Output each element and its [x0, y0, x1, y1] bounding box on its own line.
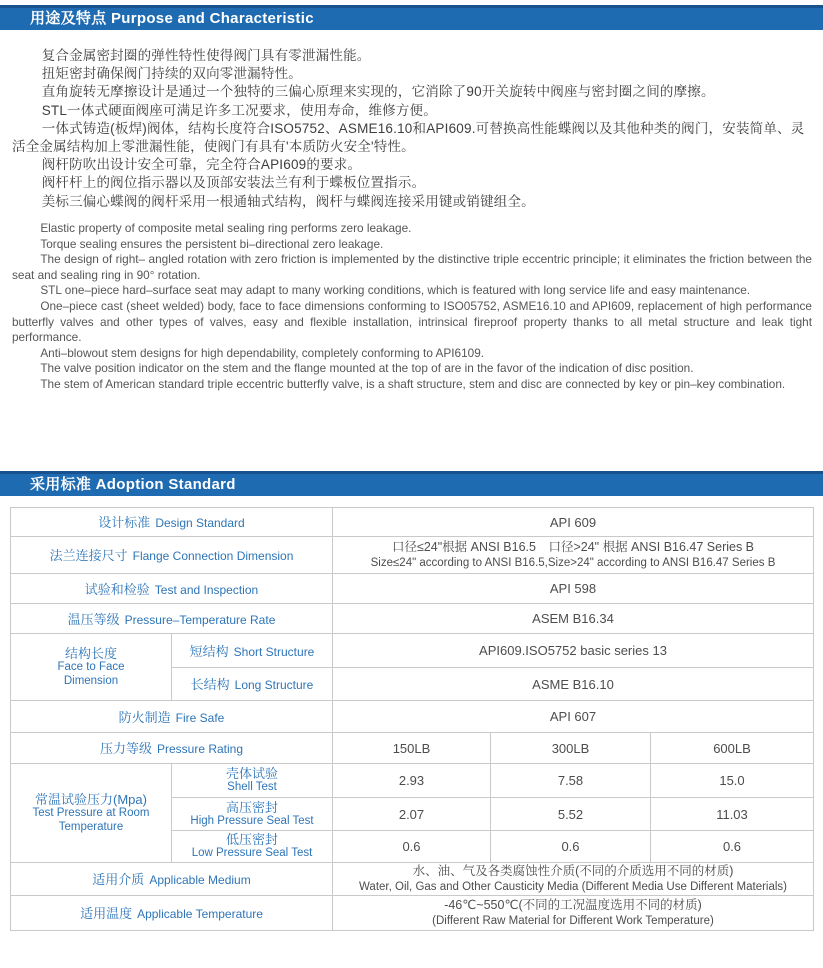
label-flange-connection: 法兰连接尺寸 Flange Connection Dimension: [11, 537, 333, 574]
row-applicable-temperature: [11, 896, 814, 931]
section-title-adoption: 采用标准 Adoption Standard: [30, 476, 236, 493]
section-title-purpose: 用途及特点 Purpose and Characteristic: [30, 10, 314, 27]
value-shell-test-300: 7.58: [491, 764, 651, 798]
row-applicable-medium: [11, 863, 814, 896]
en-paragraph: One–piece cast (sheet welded) body, face to face dimensions conforming to ISO05752, ASME16.10 and API609, replacement of high performance butterfly valves and other types of valves, easy and flexible installation, intrinsical fireproof property thanks to all metal structure and leak tight performance.: [12, 298, 812, 345]
value-high-seal-150: 2.07: [333, 798, 491, 831]
purpose-english-paragraphs: [12, 221, 812, 393]
cn-paragraph: 扭矩密封确保阀门持续的双向零泄漏特性。: [41, 66, 302, 82]
purpose-chinese-paragraphs: [12, 47, 812, 211]
row-fire-safe: [11, 701, 814, 733]
value-fire-safe: API 607: [333, 701, 814, 733]
value-long-structure: ASME B16.10: [333, 668, 814, 701]
row-pressure-temperature: [11, 604, 814, 634]
label-applicable-medium: 适用介质 Applicable Medium: [11, 863, 333, 896]
label-pressure-temperature: 温压等级 Pressure–Temperature Rate: [11, 604, 333, 634]
row-test-inspection: [11, 574, 814, 604]
value-pressure-rating-600: 600LB: [651, 733, 814, 764]
value-short-structure: API609.ISO5752 basic series 13: [333, 634, 814, 668]
en-paragraph: Elastic property of composite metal sealing ring performs zero leakage.: [40, 221, 412, 235]
value-high-seal-300: 5.52: [491, 798, 651, 831]
en-paragraph: The stem of American standard triple eccentric butterfly valve, is a shaft structure, stem and disc are connected by key or pin–key combination.: [40, 376, 786, 391]
adoption-standard-table: [10, 507, 814, 931]
cn-paragraph: 一体式铸造(板焊)阀体，结构长度符合ISO5752、ASME16.10和API609.可替换高性能蝶阀以及其他种类的阀门，安装简单、灵活全金属结构加上零泄漏性能，使阀门有具有'本质防火安全'特性。: [12, 120, 805, 155]
value-design-standard: API 609: [333, 508, 814, 537]
cn-paragraph: 复合金属密封圈的弹性特性使得阀门具有零泄漏性能。: [41, 48, 371, 63]
label-pressure-rating: 压力等级 Pressure Rating: [11, 733, 333, 764]
row-design-standard: [11, 508, 814, 537]
label-test-pressure: 常温试验压力(Mpa) Test Pressure at Room Temperature: [11, 764, 172, 863]
value-shell-test-150: 2.93: [333, 764, 491, 798]
value-test-inspection: API 598: [333, 574, 814, 604]
en-paragraph: Torque sealing ensures the persistent bi–directional zero leakage.: [40, 236, 384, 251]
en-paragraph: STL one–piece hard–surface seat may adapt to many working conditions, which is featured with long service life and easy maintenance.: [40, 283, 751, 298]
cn-paragraph: 阀杆杆上的阀位指示器以及顶部安装法兰有利于蝶板位置指示。: [41, 175, 426, 191]
label-short-structure: 短结构 Short Structure: [172, 634, 333, 668]
section-header-adoption: [0, 471, 823, 496]
row-flange-connection: [11, 537, 814, 574]
value-flange-connection: 口径≤24"根据 ANSI B16.5 口径>24" 根据 ANSI B16.47 Series B Size≤24" according to ANSI B16.5,Size>24" according to ANSI B16.47 Series B: [333, 537, 814, 574]
en-paragraph: The design of right– angled rotation with zero friction is implemented by the distinctive triple eccentric principle; it eliminates the friction between the seat and sealing ring in 90° rotation.: [12, 252, 812, 282]
value-pressure-rating-150: 150LB: [333, 733, 491, 764]
label-high-pressure-seal: 高压密封 High Pressure Seal Test: [172, 798, 333, 831]
label-face-to-face: 结构长度 Face to Face Dimension: [11, 634, 172, 701]
label-shell-test: 壳体试验 Shell Test: [172, 764, 333, 798]
cn-paragraph: 直角旋转无摩擦设计是通过一个独特的三偏心原理来实现的，它消除了90开关旋转中阀座与密封圈之间的摩擦。: [41, 84, 715, 100]
cn-paragraph: 美标三偏心蝶阀的阀杆采用一根通轴式结构，阀杆与蝶阀连接采用键或销键组全。: [41, 193, 535, 209]
row-shell-test: [11, 764, 814, 798]
label-test-inspection: 试验和检验 Test and Inspection: [11, 574, 333, 604]
value-applicable-temperature: -46℃~550℃(不同的工况温度选用不同的材质) (Different Raw Material for Different Work Temperature): [333, 896, 814, 931]
value-low-seal-150: 0.6: [333, 831, 491, 863]
label-design-standard: 设计标准 Design Standard: [11, 508, 333, 537]
label-low-pressure-seal: 低压密封 Low Pressure Seal Test: [172, 831, 333, 863]
cn-paragraph: STL一体式硬面阀座可满足许多工况要求，使用寿命，维修方便。: [41, 102, 437, 118]
section-header-purpose: [0, 5, 823, 30]
value-pressure-rating-300: 300LB: [491, 733, 651, 764]
en-paragraph: Anti–blowout stem designs for high dependability, completely conforming to API6109.: [40, 345, 485, 360]
en-paragraph: The valve position indicator on the stem and the flange mounted at the top of are in the favor of the indication of disc position.: [40, 361, 694, 376]
value-applicable-medium: 水、油、气及各类腐蚀性介质(不同的介质选用不同的材质) Water, Oil, Gas and Other Causticity Media (Different Media Use Different Materials): [333, 863, 814, 896]
label-applicable-temperature: 适用温度 Applicable Temperature: [11, 896, 333, 931]
row-pressure-rating: [11, 733, 814, 764]
cn-paragraph: 阀杆防吹出设计安全可靠，完全符合API609的要求。: [41, 157, 362, 173]
value-shell-test-600: 15.0: [651, 764, 814, 798]
label-fire-safe: 防火制造 Fire Safe: [11, 701, 333, 733]
value-pressure-temperature: ASEM B16.34: [333, 604, 814, 634]
value-high-seal-600: 11.03: [651, 798, 814, 831]
label-long-structure: 长结构 Long Structure: [172, 668, 333, 701]
row-short-structure: [11, 634, 814, 668]
value-low-seal-300: 0.6: [491, 831, 651, 863]
value-low-seal-600: 0.6: [651, 831, 814, 863]
